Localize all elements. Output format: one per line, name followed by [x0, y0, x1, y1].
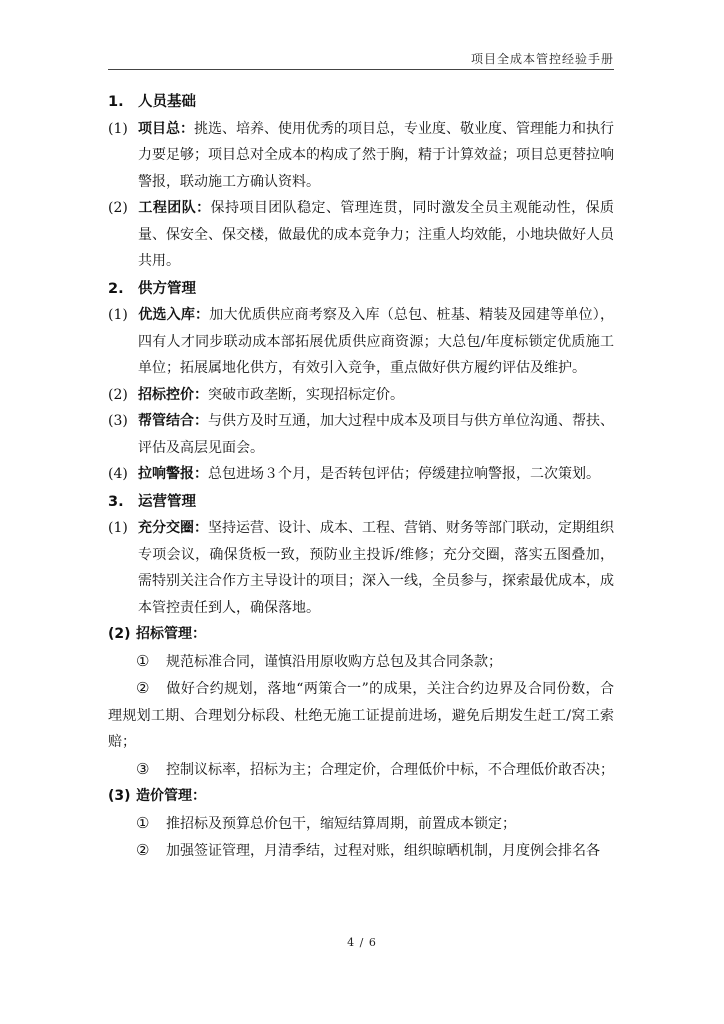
header-rule — [108, 69, 614, 70]
list-item — [108, 382, 614, 409]
circled-number: ② — [136, 841, 150, 859]
item-text: 挑选、培养、使用优秀的项目总，专业度、敬业度、管理能力和执行力要足够；项目总对全成本的构成了然于胸，精于计算效益；项目总更替拉响警报，联动施工方确认资料。 — [138, 120, 614, 190]
item-text: 总包进场３个月，是否转包评估；停缓建拉响警报，二次策划。 — [208, 466, 600, 482]
list-item — [108, 515, 614, 621]
point-text: 做好合约规划，落地“两策合一”的成果，关注合约边界及合同份数，合理规划工期、合理划分标段、杜绝无施工证提前进场，避免后期发生赶工/窝工索赔； — [108, 681, 614, 750]
section-title: 供方管理 — [138, 280, 196, 297]
item-term: 帮管结合： — [138, 413, 208, 429]
item-term: 拉响警报： — [138, 466, 208, 482]
item-term: 招标控价： — [138, 386, 208, 403]
list-item — [108, 461, 614, 488]
section-heading — [108, 89, 614, 116]
item-text: 突破市政垄断，实现招标定价。 — [208, 386, 404, 403]
section-number: 3. — [108, 493, 124, 510]
section-number: 1. — [108, 94, 124, 110]
numbered-point — [108, 756, 614, 784]
item-term: 优选入库： — [138, 307, 210, 323]
item-term: 工程团队： — [138, 200, 211, 216]
page-number: 4 / 6 — [347, 936, 377, 949]
item-number: (1) — [108, 120, 128, 137]
circled-number: ① — [136, 813, 150, 832]
section-heading — [108, 489, 614, 516]
subsection-number: (3) — [108, 788, 131, 804]
subsection-heading — [108, 783, 614, 810]
subsection-heading — [108, 621, 614, 648]
list-item — [108, 302, 614, 382]
item-number: (2) — [108, 200, 128, 216]
item-number: (4) — [108, 466, 128, 482]
list-item — [108, 195, 614, 275]
subsection-title: 招标管理： — [136, 626, 206, 642]
circled-number: ③ — [136, 759, 150, 778]
list-item — [108, 408, 614, 461]
item-term: 充分交圈： — [138, 520, 208, 536]
point-text: 推招标及预算总价包干，缩短结算周期，前置成本锁定； — [166, 815, 516, 832]
section-number: 2. — [108, 280, 124, 297]
section-heading — [108, 276, 614, 303]
subsection-title: 造价管理： — [136, 788, 206, 804]
item-number: (2) — [108, 386, 128, 403]
running-header: 项目全成本管控经验手册 — [470, 52, 614, 66]
circled-number: ① — [136, 651, 150, 670]
point-text: 加强签证管理，月清季结，过程对账，组织晾晒机制，月度例会排名各 — [166, 843, 600, 859]
point-text: 控制议标率，招标为主；合理定价，合理低价中标，不合理低价敢否决； — [166, 761, 614, 778]
numbered-point — [108, 837, 614, 865]
item-text: 坚持运营、设计、成本、工程、营销、财务等部门联动，定期组织专项会议，确保货板一致，预防业主投诉/维修；充分交圈，落实五图叠加，需特别关注合作方主导设计的项目；深入一线，全员参与，探索最优成本，成本管控责任到人，确保落地。 — [138, 520, 614, 616]
circled-number: ② — [136, 679, 150, 697]
numbered-point — [108, 810, 614, 838]
point-text: 规范标准合同，谨慎沿用原收购方总包及其合同条款； — [166, 653, 502, 670]
numbered-point — [108, 675, 614, 756]
item-text: 加大优质供应商考察及入库（总包、桩基、精装及园建等单位），四有人才同步联动成本部拓展优质供应商资源；大总包/年度标锁定优质施工单位；拓展属地化供方，有效引入竞争，重点做好供方履约评估及维护。 — [138, 307, 615, 376]
item-text: 与供方及时互通，加大过程中成本及项目与供方单位沟通、帮扶、评估及高层见面会。 — [138, 413, 614, 456]
subsection-number: (2) — [108, 626, 131, 642]
item-text: 保持项目团队稳定、管理连贯，同时激发全员主观能动性，保质量、保安全、保交楼，做最优的成本竞争力；注重人均效能，小地块做好人员共用。 — [138, 200, 614, 269]
item-number: (3) — [108, 413, 128, 429]
item-term: 项目总： — [138, 120, 194, 137]
list-item — [108, 116, 614, 196]
numbered-point — [108, 648, 614, 676]
document-body — [108, 88, 614, 865]
section-title: 运营管理 — [138, 493, 196, 510]
item-number: (1) — [108, 307, 128, 323]
section-title: 人员基础 — [138, 94, 196, 110]
item-number: (1) — [108, 520, 128, 536]
